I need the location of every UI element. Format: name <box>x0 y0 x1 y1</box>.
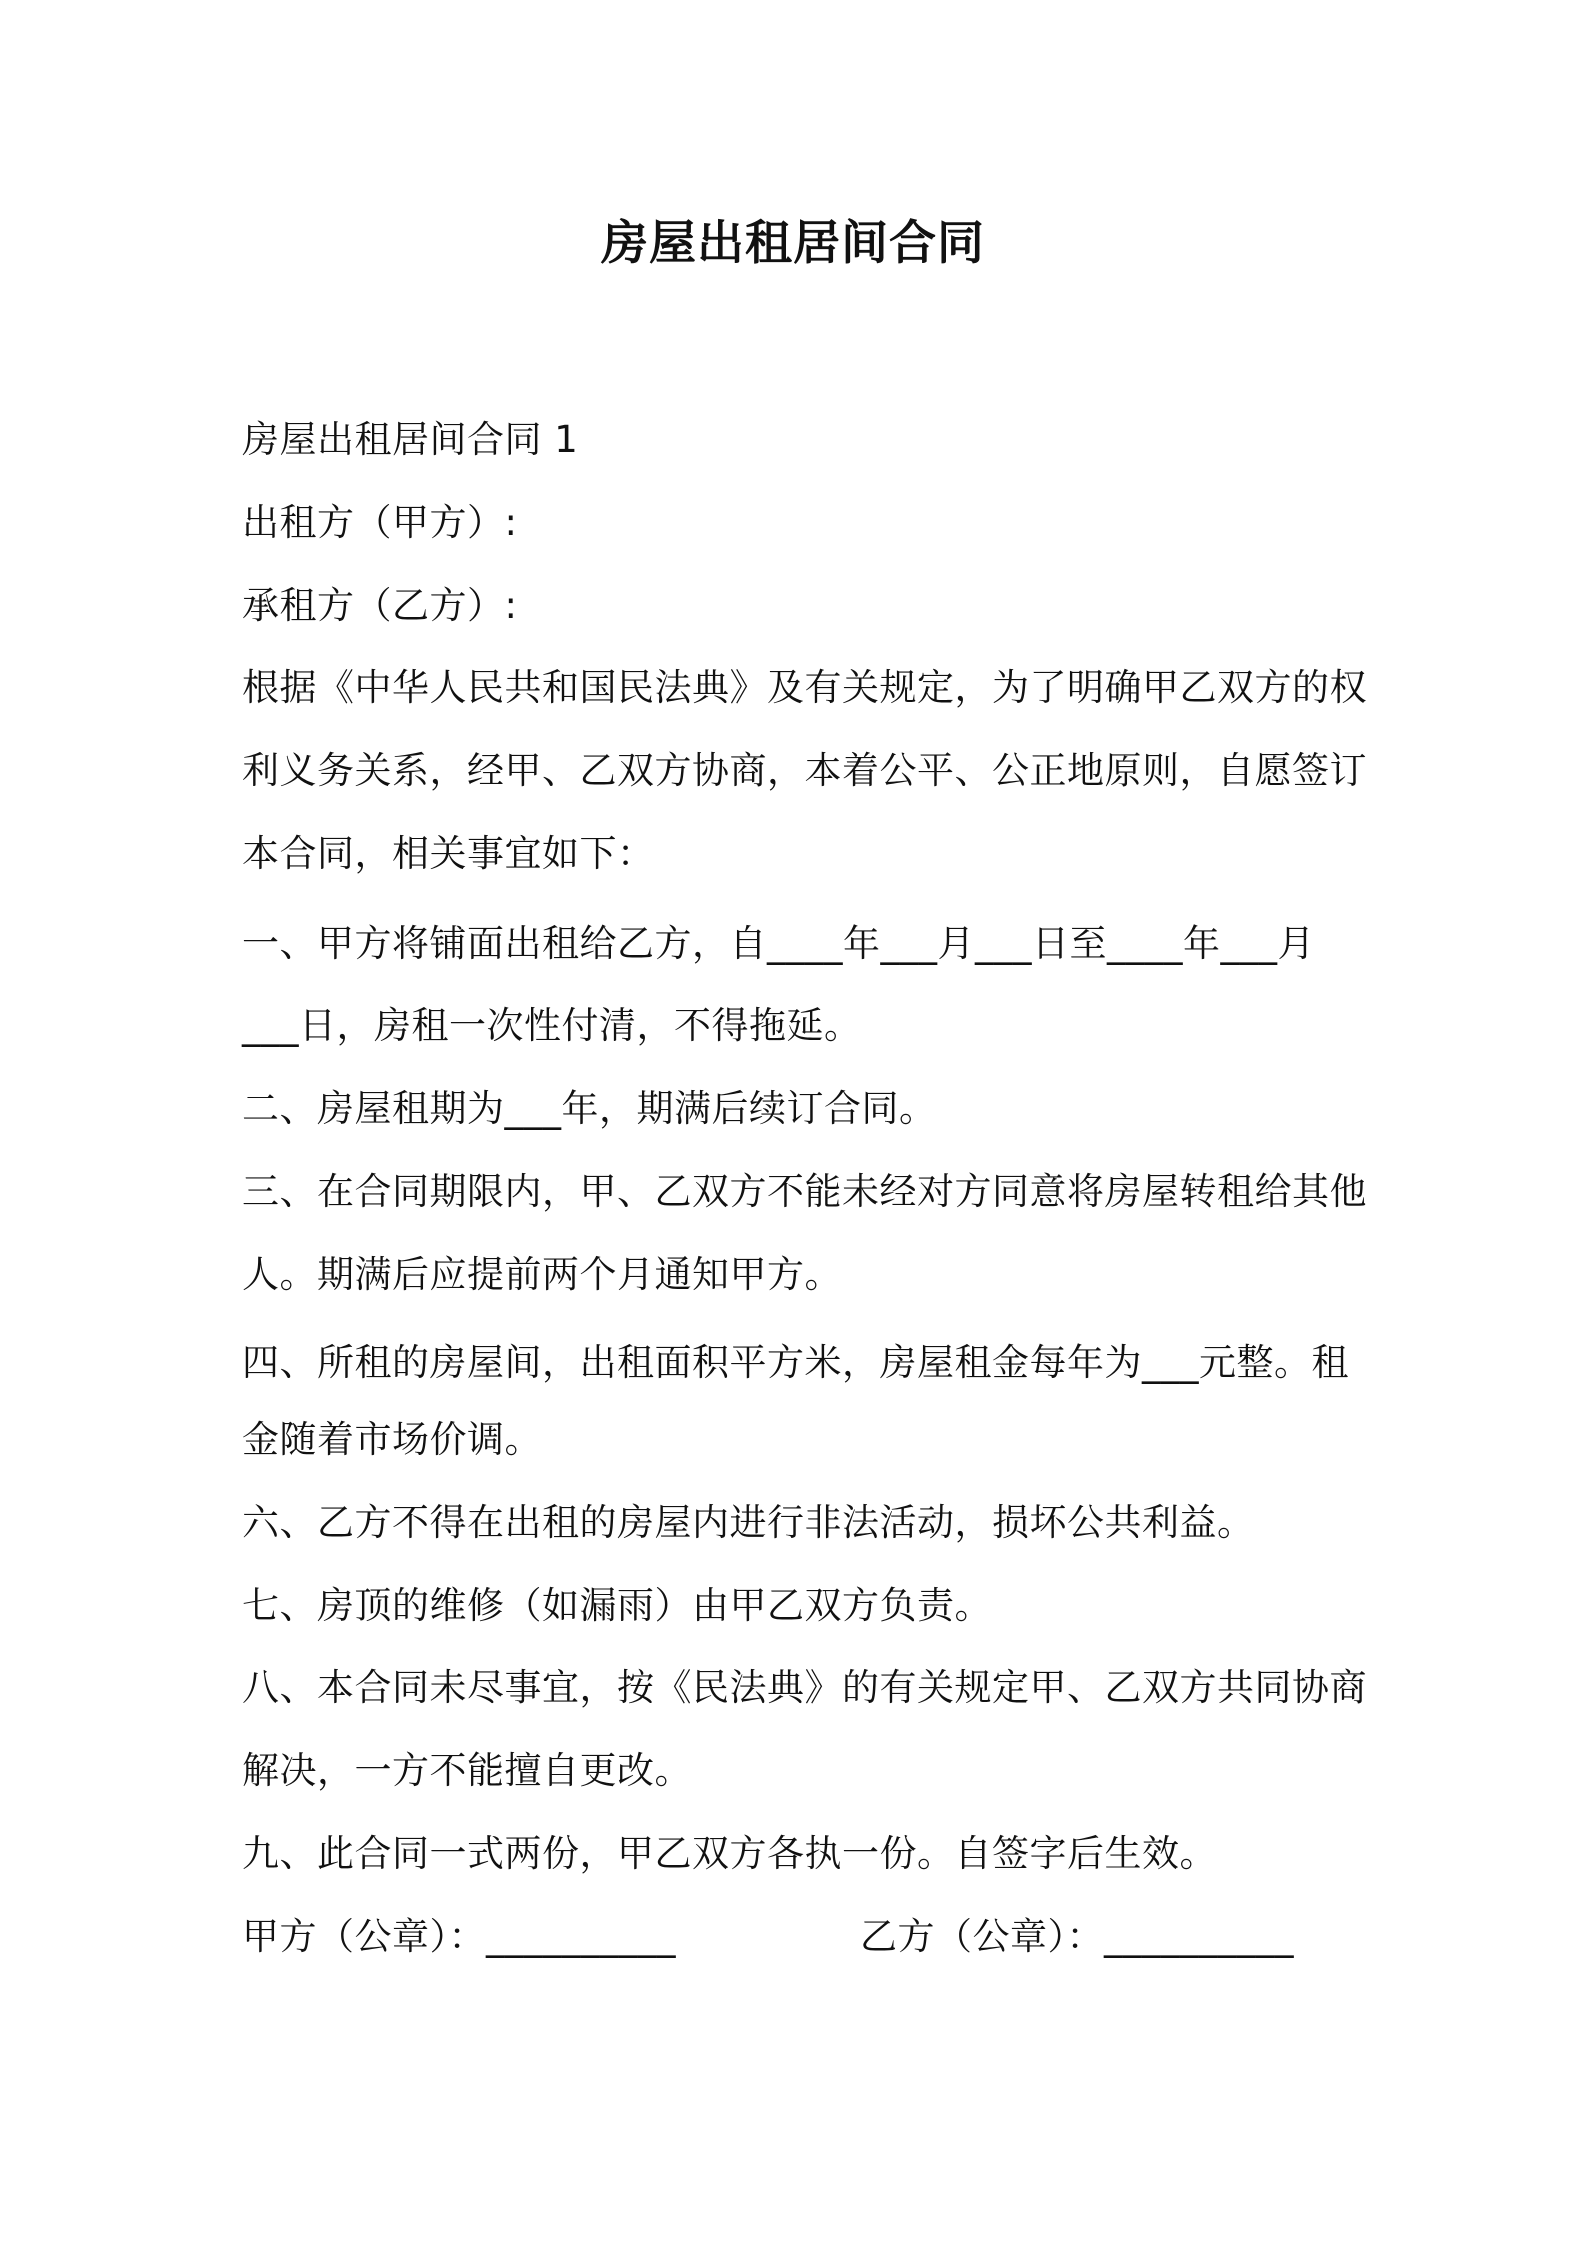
party-b-signature: 乙方（公章）：__________ <box>860 1915 1294 1958</box>
clause-8-line: 解决，一方不能擅自更改。 <box>242 1749 692 1792</box>
party-a-signature: 甲方（公章）：__________ <box>242 1915 676 1958</box>
clause-9-line: 九、此合同一式两份，甲乙双方各执一份。自签字后生效。 <box>242 1832 1217 1875</box>
lessee-line: 承租方（乙方）: <box>242 584 518 627</box>
clause-6-line: 六、乙方不得在出租的房屋内进行非法活动，损坏公共利益。 <box>242 1501 1255 1544</box>
clause-8-line: 八、本合同未尽事宜，按《民法典》的有关规定甲、乙双方共同协商 <box>242 1666 1367 1709</box>
lessor-line: 出租方（甲方）: <box>242 501 518 544</box>
clause-2-line: 二、房屋租期为___年，期满后续订合同。 <box>242 1087 937 1130</box>
preamble-line: 本合同，相关事宜如下： <box>242 832 655 875</box>
document-title: 房屋出租居间合同 <box>601 216 985 271</box>
clause-1-line: 一、甲方将铺面出租给乙方，自____年___月___日至____年___月 <box>242 922 1315 965</box>
clause-4-line: 四、所租的房屋间，出租面积平方米，房屋租金每年为___元整。租 <box>242 1341 1349 1384</box>
clause-3-line: 人。期满后应提前两个月通知甲方。 <box>242 1253 842 1296</box>
clause-1-line: ___日，房租一次性付清，不得拖延。 <box>242 1004 862 1047</box>
contract-subtitle: 房屋出租居间合同 1 <box>242 418 579 461</box>
clause-7-line: 七、房顶的维修（如漏雨）由甲乙双方负责。 <box>242 1584 992 1627</box>
preamble-line: 根据《中华人民共和国民法典》及有关规定，为了明确甲乙双方的权 <box>242 666 1367 709</box>
clause-3-line: 三、在合同期限内，甲、乙双方不能未经对方同意将房屋转租给其他 <box>242 1170 1367 1213</box>
preamble-line: 利义务关系，经甲、乙双方协商，本着公平、公正地原则，自愿签订 <box>242 749 1367 792</box>
clause-4-line: 金随着市场价调。 <box>242 1418 542 1461</box>
